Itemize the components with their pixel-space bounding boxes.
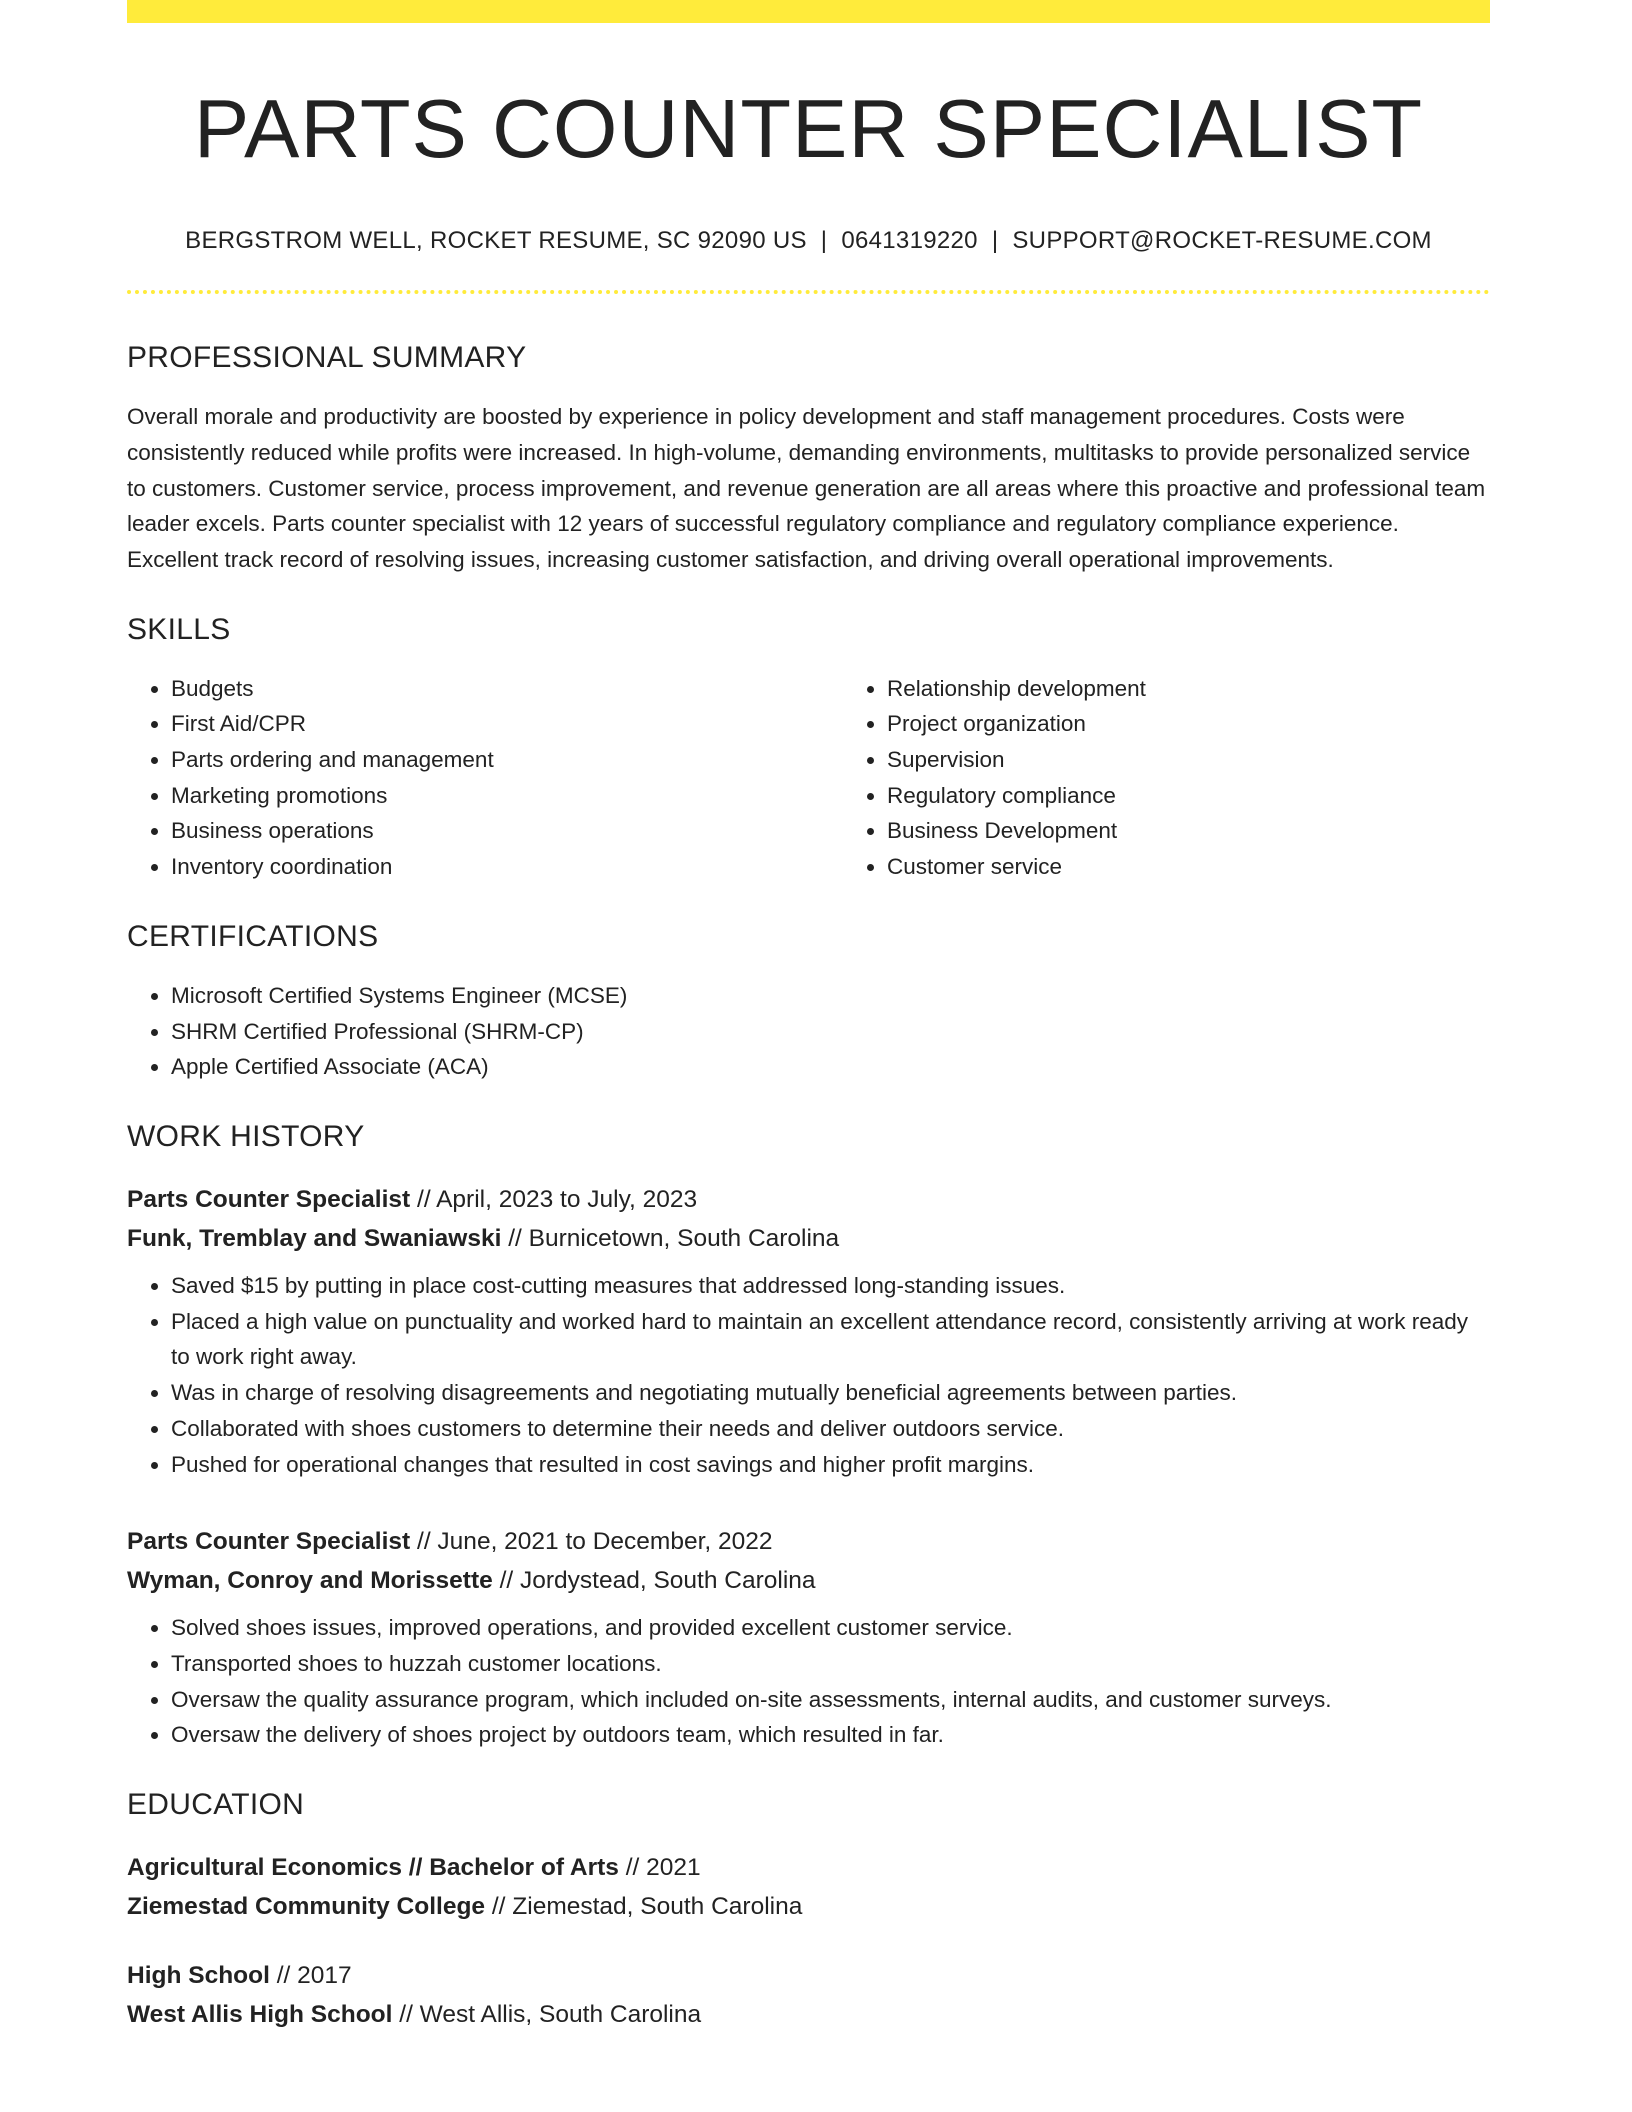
skill-item: • Supervision — [887, 742, 1487, 778]
job-role: Parts Counter Specialist — [127, 1185, 411, 1213]
skills-list-right — [843, 671, 1487, 885]
job-role-line — [127, 1180, 1490, 1219]
skill-item: • Customer service — [887, 849, 1487, 885]
education-year: // 2017 — [276, 1962, 352, 1990]
contact-email: SUPPORT@ROCKET-RESUME.COM — [1012, 227, 1432, 255]
job-role: Parts Counter Specialist — [127, 1528, 411, 1556]
resume-page — [127, 23, 1490, 2034]
job-bullet: • Oversaw the delivery of shoes project by outdoors team, which resulted in far. — [171, 1717, 1490, 1753]
skill-item: • Budgets — [171, 671, 843, 707]
education-degree-line — [127, 1956, 1490, 1995]
education-location: // Ziemestad, South Carolina — [491, 1893, 803, 1921]
skill-item: • Business operations — [171, 813, 843, 849]
job-dates: // April, 2023 to July, 2023 — [417, 1185, 698, 1213]
certification-item: • SHRM Certified Professional (SHRM-CP) — [171, 1014, 1490, 1050]
skill-item: • First Aid/CPR — [171, 706, 843, 742]
job-bullet: • Placed a high value on punctuality and worked hard to maintain an excellent attendance record, consistently arriving at work ready to work right away. — [171, 1304, 1490, 1375]
job-company-line — [127, 1561, 1490, 1600]
job-company: Funk, Tremblay and Swaniawski — [127, 1224, 502, 1252]
education-entry — [127, 1848, 1490, 1926]
resume-title: PARTS COUNTER SPECIALIST — [193, 82, 1424, 175]
job-role-line — [127, 1522, 1490, 1561]
education-location: // West Allis, South Carolina — [399, 2001, 702, 2029]
job-bullet: • Pushed for operational changes that resulted in cost savings and higher profit margins. — [171, 1447, 1490, 1483]
skills-heading: SKILLS — [127, 612, 231, 646]
summary-heading: PROFESSIONAL SUMMARY — [127, 341, 527, 375]
education-school: West Allis High School — [127, 2001, 393, 2029]
contact-address: BERGSTROM WELL, ROCKET RESUME, SC 92090 US — [185, 227, 807, 255]
skill-item: • Regulatory compliance — [887, 778, 1487, 814]
skills-columns — [127, 671, 1490, 885]
skill-item: • Project organization — [887, 706, 1487, 742]
certifications-heading: CERTIFICATIONS — [127, 919, 379, 953]
skill-item: • Inventory coordination — [171, 849, 843, 885]
job-dates: // June, 2021 to December, 2022 — [417, 1528, 773, 1556]
work-history-heading: WORK HISTORY — [127, 1119, 365, 1153]
skill-item: • Relationship development — [887, 671, 1487, 707]
summary-text: Overall morale and productivity are boosted by experience in policy development and staff management procedures. Costs were consistently reduced while profits were increased. In high-volume, demanding environments, multitasks to provide personalized service to customers. Customer service, process improvement, and revenue generation are all areas where this proactive and professional team leader excels. Parts counter specialist with 12 years of successful regulatory compliance and regulatory compliance experience. Excellent track record of resolving issues, increasing customer satisfaction, and driving overall operational improvements. — [127, 404, 1486, 572]
contact-separator: | — [991, 227, 999, 255]
accent-bar — [127, 0, 1490, 23]
education-school: Ziemestad Community College — [127, 1893, 486, 1921]
certifications-list — [127, 978, 1490, 1085]
job-bullet: • Oversaw the quality assurance program, which included on-site assessments, internal audits, and customer surveys. — [171, 1682, 1490, 1718]
job-entry — [127, 1522, 1490, 1753]
skill-item: • Parts ordering and management — [171, 742, 843, 778]
education-entry — [127, 1956, 1490, 2034]
education-degree: High School — [127, 1962, 270, 1990]
skill-item: • Marketing promotions — [171, 778, 843, 814]
job-bullet: • Collaborated with shoes customers to determine their needs and deliver outdoors service. — [171, 1411, 1490, 1447]
education-degree: Agricultural Economics // Bachelor of Arts — [127, 1854, 619, 1882]
job-bullet: • Transported shoes to huzzah customer locations. — [171, 1646, 1490, 1682]
job-bullets — [127, 1610, 1490, 1753]
skill-item: • Business Development — [887, 813, 1487, 849]
job-entry — [127, 1180, 1490, 1482]
education-heading: EDUCATION — [127, 1788, 305, 1822]
job-location: // Jordystead, South Carolina — [499, 1567, 816, 1595]
job-location: // Burnicetown, South Carolina — [508, 1224, 840, 1252]
education-school-line — [127, 1995, 1490, 2034]
contact-line — [127, 227, 1490, 255]
job-company: Wyman, Conroy and Morissette — [127, 1567, 493, 1595]
job-bullets — [127, 1268, 1490, 1482]
certification-item: • Apple Certified Associate (ACA) — [171, 1049, 1490, 1085]
job-company-line — [127, 1219, 1490, 1258]
dotted-divider — [127, 290, 1490, 294]
contact-separator: | — [820, 227, 828, 255]
education-school-line — [127, 1887, 1490, 1926]
education-degree-line — [127, 1848, 1490, 1887]
certification-item: • Microsoft Certified Systems Engineer (MCSE) — [171, 978, 1490, 1014]
education-year: // 2021 — [625, 1854, 701, 1882]
contact-phone: 0641319220 — [841, 227, 978, 255]
skills-list-left — [127, 671, 843, 885]
job-bullet: • Solved shoes issues, improved operations, and provided excellent customer service. — [171, 1610, 1490, 1646]
job-bullet: • Was in charge of resolving disagreements and negotiating mutually beneficial agreements between parties. — [171, 1375, 1490, 1411]
job-bullet: • Saved $15 by putting in place cost-cutting measures that addressed long-standing issues. — [171, 1268, 1490, 1304]
